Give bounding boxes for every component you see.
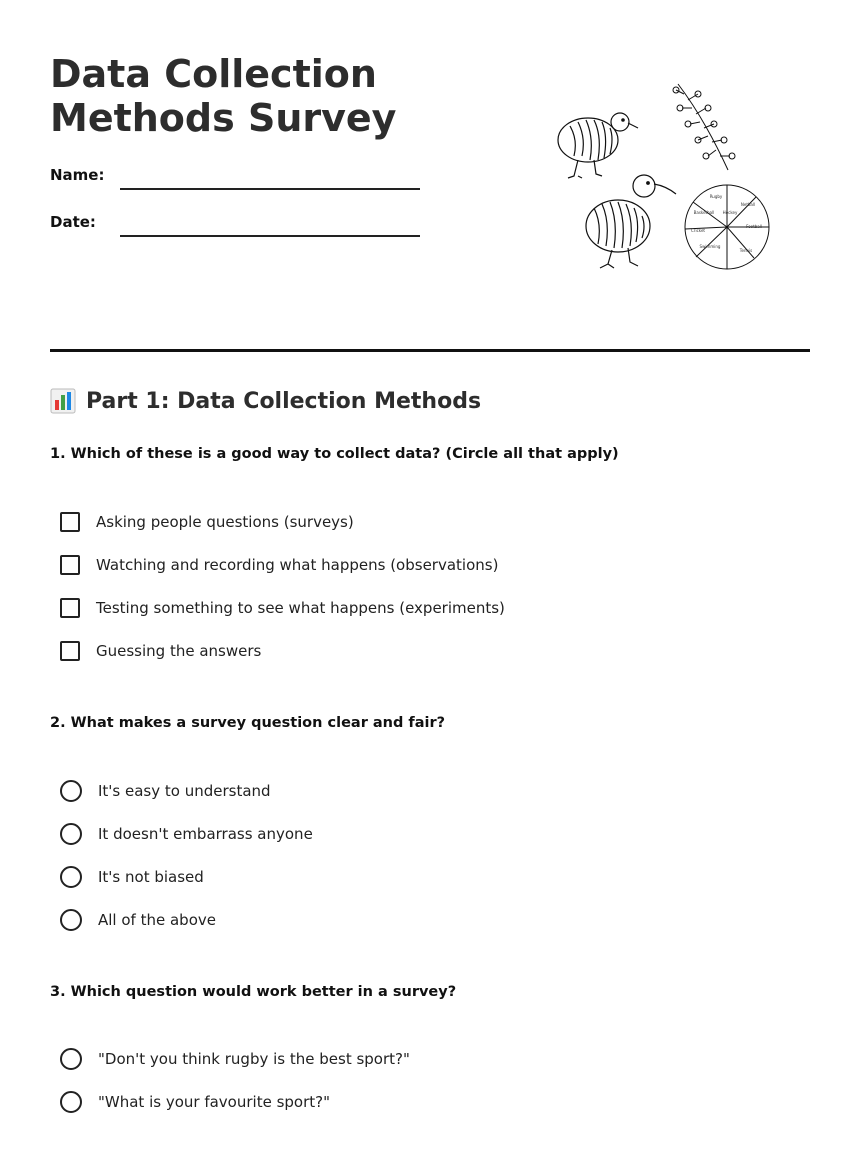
radio-button[interactable]: [60, 1091, 82, 1113]
fern-icon: [673, 84, 735, 170]
part1-title: Part 1: Data Collection Methods: [86, 388, 482, 414]
q1-option-label: Watching and recording what happens (observations): [96, 556, 499, 574]
kiwi-bird-icon: [558, 113, 638, 178]
pie-label: Tennis: [739, 248, 753, 253]
q1-option[interactable]: [60, 595, 505, 621]
kiwi-bird-icon: [586, 175, 676, 268]
decorative-illustration: [548, 78, 798, 298]
q1-option[interactable]: [60, 552, 498, 578]
q2-option[interactable]: [60, 907, 216, 933]
q1-option[interactable]: [60, 509, 354, 535]
checkbox[interactable]: [60, 512, 80, 532]
q2-option-label: All of the above: [98, 911, 216, 929]
checkbox[interactable]: [60, 555, 80, 575]
q1-option-label: Guessing the answers: [96, 642, 262, 660]
radio-button[interactable]: [60, 866, 82, 888]
q1-option[interactable]: [60, 638, 261, 664]
name-label: Name:: [50, 166, 105, 184]
question-3: 3. Which question would work better in a survey?: [50, 984, 457, 1000]
radio-button[interactable]: [60, 780, 82, 802]
date-field[interactable]: [50, 213, 430, 243]
q1-option-label: Asking people questions (surveys): [96, 513, 354, 531]
name-line[interactable]: [120, 188, 420, 190]
title-line-2: Methods Survey: [50, 96, 397, 140]
part1-heading: [50, 388, 481, 414]
q3-option-label: "What is your favourite sport?": [98, 1093, 330, 1111]
checkbox[interactable]: [60, 641, 80, 661]
pie-label: Basketball: [693, 210, 715, 215]
q2-option[interactable]: [60, 864, 204, 890]
pie-label: Netball: [740, 202, 756, 207]
radio-button[interactable]: [60, 909, 82, 931]
q2-option[interactable]: [60, 821, 313, 847]
q1-option-label: Testing something to see what happens (experiments): [96, 599, 505, 617]
name-field[interactable]: [50, 166, 430, 196]
pie-label: Hockey: [722, 210, 738, 215]
title-line-1: Data Collection: [50, 52, 377, 96]
pie-label: Football: [746, 224, 762, 229]
radio-button[interactable]: [60, 1048, 82, 1070]
section-divider: [50, 349, 810, 352]
q3-option-label: "Don't you think rugby is the best sport?": [98, 1050, 410, 1068]
date-line[interactable]: [120, 235, 420, 237]
question-1: 1. Which of these is a good way to collect data? (Circle all that apply): [50, 446, 619, 462]
checkbox[interactable]: [60, 598, 80, 618]
q2-option[interactable]: [60, 778, 271, 804]
pie-label: Cricket: [691, 228, 705, 233]
pie-label: Rugby: [709, 194, 723, 199]
pie-label: Swimming: [699, 244, 721, 249]
bar-chart-icon: [50, 388, 76, 414]
q3-option[interactable]: [60, 1089, 330, 1115]
q3-option[interactable]: [60, 1046, 410, 1072]
q2-option-label: It's not biased: [98, 868, 204, 886]
radio-button[interactable]: [60, 823, 82, 845]
question-2: 2. What makes a survey question clear and fair?: [50, 715, 446, 731]
page-title: [50, 52, 470, 140]
q2-option-label: It's easy to understand: [98, 782, 271, 800]
q2-option-label: It doesn't embarrass anyone: [98, 825, 313, 843]
date-label: Date:: [50, 213, 96, 231]
